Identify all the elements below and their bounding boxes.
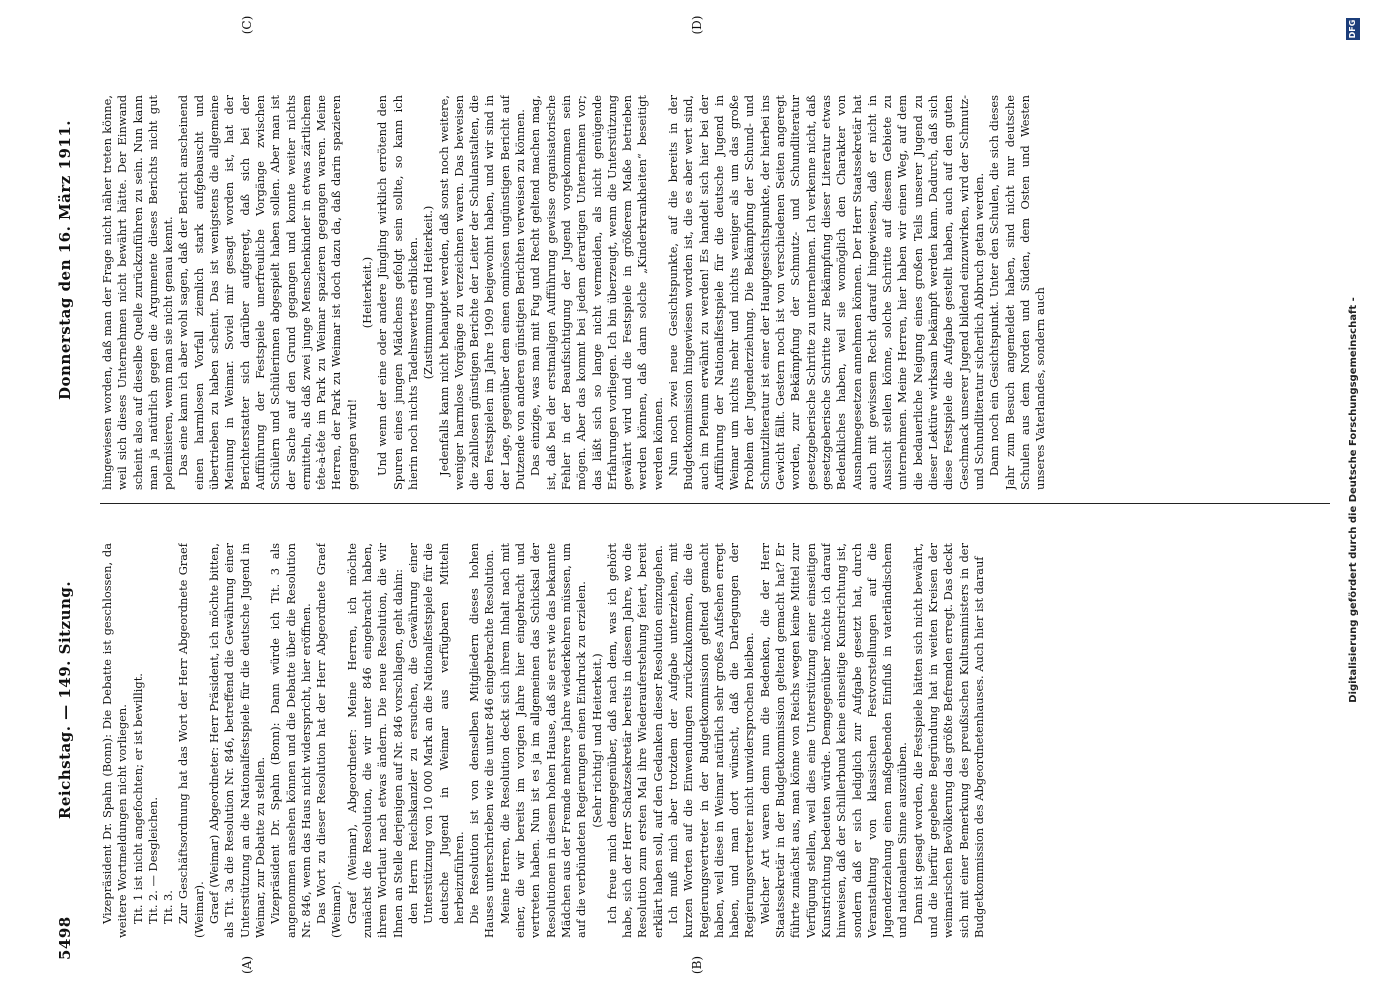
page-number: 5498 [56,916,74,960]
paragraph: Das eine kann ich aber wohl sagen, daß der Bericht anscheinend einen harmlosen Vorfall ziemlich stark aufgebauscht und übertrieben zu haben scheint. Das ist wenigstens die allgemeine Meinung in Weimar. Soviel mir gesagt worden ist, hat der Berichterstatter sich darüber aufgeregt, daß sich bei der Aufführung der Festspiele unerfreuliche Vorgänge zwischen Schülern und Schülerinnen abgespielt haben sollen. Aber man ist der Sache auf den Grund gegangen und konnte weiter nichts ermitteln, als daß zwei junge Menschenkinder in etwas zärtlichem tête-à-tête im Park zu Weimar spazieren gegangen waren. Meine Herren, der Park zu Weimar ist doch dazu da, daß darin spazieren gegangen wird! [176,95,359,490]
dfg-logo: DFG [1346,18,1360,40]
paragraph: den Herrn Reichskanzler zu ersuchen, die Gewährung einer Unterstützung von 10 000 Mark an die Nationalfestspiele für die deutsche Jugend in Weimar aus verfügbaren Mitteln herbeizuführen. [405,543,466,924]
column-divider [100,503,1330,504]
digitization-credit: Digitalisierung gefördert durch die Deutsche Forschungsgemeinschaft - [1348,297,1359,703]
margin-mark-d: (D) [690,15,704,35]
text-column-right [100,95,1300,490]
interjection: (Heiterkeit.) [360,256,375,329]
header-session: Reichstag. — 149. Sitzung. [56,580,74,820]
paragraph: Welcher Art waren denn nun die Bedenken, die der Herr Staatssekretär in der Budgetkommission geltend gemacht hat? Er führte zunächst aus, man könne von Reichs wegen keine Mittel zur Verfügung stellen, weil dies eine Unterstützung einer einseitigen Kunstrichtung bedeuten würde. Demgegenüber möchte ich darauf hinweisen, daß der Schillerbund keine einseitige Kunstrichtung ist, sondern daß er sich lediglich zur Aufgabe gesetzt hat, durch Veranstaltung von klassischen Festvorstellungen auf die Jugenderziehung einen maßgebenden Einfluß in vaterländischem und nationalem Sinne auszuüben. [757,543,910,938]
header-date: Donnerstag den 16. März 1911. [56,120,74,400]
paragraph: Tit. 1 ist nicht angefochten; er ist bewilligt. [130,673,145,924]
paragraph: Dann noch ein Gesichtspunkt. Unter den Schulen, die sich dieses Jahr zum Besuch angemeldet haben, sind nicht nur deutsche Schulen aus dem Norden und Süden, dem Osten und Westen unseres Vaterlandes, sondern auch [987,95,1048,490]
paragraph: Das Wort zu dieser Resolution hat der Herr Abgeordnete Graef (Weimar). [314,543,344,938]
paragraph: Zur Geschäftsordnung hat das Wort der Herr Abgeordnete Graef (Weimar). [176,543,206,938]
paragraph: Die Resolution ist von denselben Mitgliedern dieses hohen Hauses unterschrieben wie die unter 846 eingebrachte Resolution. [467,543,497,938]
paragraph: Dann ist gesagt worden, die Festspiele hätten sich nicht bewährt, und die hierfür gegebene Begründung hat in weiten Kreisen der weimarischen Bevölkerung das größte Befremden erregt. Das deckt sich mit einer Bemerkung des preußischen Kultusministers in der Budgetkommission des Abgeordnetenhauses. Auch hier ist darauf [910,543,986,938]
paragraph: Tit. 2. — Desgleichen. [145,796,160,924]
paragraph: Ich freue mich demgegenüber, daß nach dem, was ich gehört habe, sich der Herr Schatzsekretär bereits in diesem Jahre, wo die Resolution zum ersten Mal ihre Wiederauferstehung feiert, bereit erklärt haben soll, auf den Gedanken dieser Resolution einzugehen. [604,543,665,938]
interjection: (Zustimmung und Heiterkeit.) [421,205,436,380]
paragraph: Tit. 3. [161,890,176,924]
paragraph: Vizepräsident Dr. Spahn (Bonn): Die Debatte ist geschlossen, da weitere Wortmeldungen nicht vorliegen. [100,543,130,938]
paragraph: Vizepräsident Dr. Spahn (Bonn): Dann würde ich Tit. 3 als angenommen ansehen können und die Debatte über die Resolution Nr. 846, wenn das Haus nicht widerspricht, hier eröffnen. [268,543,313,938]
paragraph: Meine Herren, die Resolution deckt sich ihrem Inhalt nach mit einer, die wir bereits im vorigen Jahre hier eingebracht und vertreten haben. Nun ist es ja im allgemeinen das Schicksal der Resolutionen in diesem hohen Hause, daß sie erst wie das bekannte Mädchen aus der Fremde mehrere Jahre wiederkehren müssen, um auf die verbündeten Regierungen einen Eindruck zu erzielen. [497,543,589,938]
paragraph: Jedenfalls kann nicht behauptet werden, daß sonst noch weitere, weniger harmlose Vorgänge zu verzeichnen waren. Das beweisen die zahllosen günstigen Berichte der Leiter der Schulanstalten, die den Festspielen im Jahre 1909 beigewohnt haben, und wir sind in der Lage, gegenüber dem einen ominösen ungünstigen Bericht auf Dutzende von anderen günstigen Berichten verweisen zu können. [436,95,528,490]
paragraph: Ich muß mich aber trotzdem der Aufgabe unterziehen, mit kurzen Worten auf die Einwendungen zurückzukommen, die die Regierungsvertreter in der Budgetkommission geltend gemacht haben, weil diese in Weimar natürlich sehr großes Aufsehen erregt haben, und man dort wünscht, daß die Darlegungen der Regierungsvertreter nicht unwidersprochen bleiben. [665,543,757,938]
paragraph: hingewiesen worden, daß man der Frage nicht näher treten könne, weil sich dieses Unternehmen nicht bewährt hätte. Der Einwand scheint also auf dieselbe Quelle zurückzuführen zu sein. Nun kann man ja natürlich gegen die Argumente dieses Berichts nicht gut polemisieren, wenn man sie nicht genau kennt. [100,95,176,490]
paragraph: Graef (Weimar) Abgeordneter: Herr Präsident, ich möchte bitten, als Tit. 3a die Resolution Nr. 846, betreffend die Gewährung einer Unterstützung an die Nationalfestspiele für die deutsche Jugend in Weimar, zur Debatte zu stellen. [207,543,267,938]
paragraph: Nun noch zwei neue Gesichtspunkte, auf die bereits in der Budgetkommission hingewiesen worden ist, die es aber wert sind, auch im Plenum erwähnt zu werden! Es handelt sich hier bei der Aufführung der Nationalfestspiele für die deutsche Jugend in Weimar um nichts mehr und nichts weniger als um das große Problem der Jugenderziehung. Die Bekämpfung der Schund- und Schmutzliteratur ist einer der Hauptgesichtspunkte, der hierbei ins Gewicht fällt. Gestern noch ist von verschiedenen Seiten angeregt worden, zur Bekämpfung der Schmutz- und Schundliteratur gesetzgeberische Schritte zu unternehmen. Ich verkenne nicht, daß gesetzgeberische Schritte zur Bekämpfung dieser Literatur etwas Bedenkliches haben, weil sie womöglich den Charakter von Ausnahmegesetzen annehmen können. Der Herr Staatssekretär hat auch mit gewissem Recht darauf hingewiesen, daß er nicht in Aussicht stellen könne, solche Schritte auf diesem Gebiete zu unternehmen. Meine Herren, hier haben wir einen Weg, auf dem die bedauerliche Neigung eines großen Teils unserer Jugend zu dieser Lektüre wirksam bekämpft werden kann. Dadurch, daß sich diese Festspiele die Aufgabe gestellt haben, auch auf den guten Geschmack unserer Jugend bildend einzuwirken, wird der Schmutz- und Schundliteratur sicherlich Abbruch getan werden. [665,95,986,490]
page-header [56,40,78,960]
interjection: (Sehr richtig! und Heiterkeit.) [589,653,604,828]
paragraph: Das einzige, was man mit Fug und Recht geltend machen mag, ist, daß bei der erstmaligen Aufführung gewisse organisatorische Fehler in der Beaufsichtigung der Jugend vorgekommen sein mögen. Aber das kommt bei jedem derartigen Unternehmen vor; das läßt sich so lange nicht vermeiden, als nicht genügende Erfahrungen vorliegen. Ich bin überzeugt, wenn die Unterstützung gewährt wird und die Festspiele in größerem Maße betrieben werden können, daß dann solche „Kinderkrankheiten“ beseitigt werden können. [528,95,665,490]
margin-mark-b: (B) [690,955,704,975]
text-column-left [100,543,1300,938]
paragraph: Und wenn der eine oder andere Jüngling wirklich errötend den Spuren eines jungen Mädchens gefolgt sein sollte, so kann ich hierin noch nichts Tadelnswertes erblicken. [375,95,420,490]
paragraph: Graef (Weimar), Abgeordneter: Meine Herren, ich möchte zunächst die Resolution, die wir unter 846 eingebracht haben, ihrem Wortlaut nach etwas ändern. Die neue Resolution, die wir Ihnen an Stelle derjenigen auf Nr. 846 vorschlagen, geht dahin: [344,543,405,938]
margin-mark-c: (C) [240,15,254,35]
margin-mark-a: (A) [240,955,254,975]
